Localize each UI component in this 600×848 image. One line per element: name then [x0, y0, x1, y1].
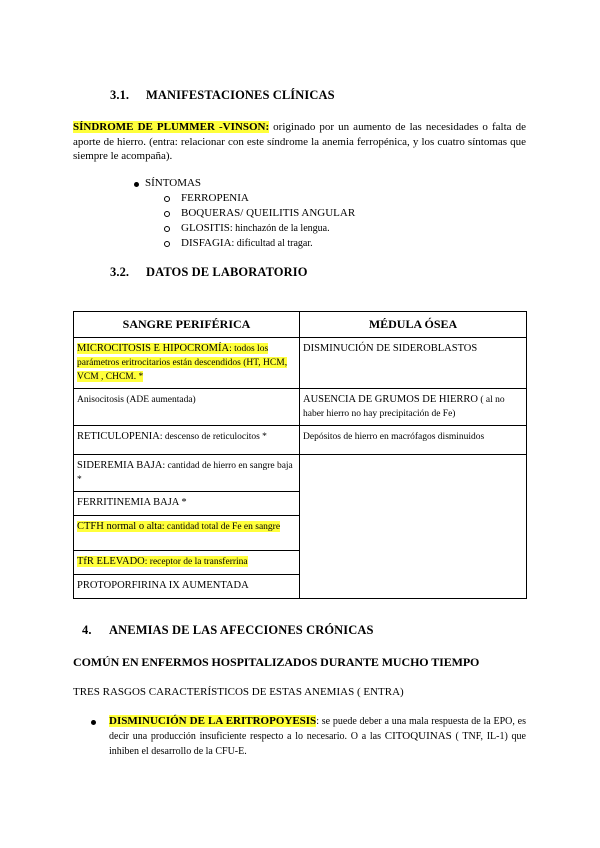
sintoma-term: BOQUERAS/ QUEILITIS ANGULAR [181, 207, 356, 219]
table-row [74, 455, 527, 492]
sintoma-item [181, 236, 313, 251]
citoquinas-text: ( TNF, IL-1) que inhiben el desarrollo de la CFU-E. [109, 731, 526, 757]
cell-term: Anisocitosis (ADE aumentada) [77, 395, 196, 405]
eritropoyesis-text: : se puede deber a una mala respuesta de la EPO, es decir una producción insuficiente respecto a lo necesario. O a las [109, 716, 527, 742]
section-number: 4. [82, 623, 92, 637]
table-cell [74, 551, 300, 575]
cell-term: CTFH normal o alta [77, 521, 162, 532]
column-header: SANGRE PERIFÉRICA [74, 312, 300, 338]
table-header-row [74, 312, 527, 338]
cell-term: AUSENCIA DE GRUMOS DE HIERRO [303, 394, 479, 405]
plummer-paragraph [73, 120, 526, 164]
table-cell [74, 389, 300, 426]
section-title: ANEMIAS DE LAS AFECCIONES CRÓNICAS [109, 623, 374, 637]
table-row [74, 426, 527, 455]
table-cell [300, 338, 527, 389]
cell-term: TfR ELEVADO [77, 556, 145, 567]
tres-rasgos-line: TRES RASGOS CARACTERÍSTICOS DE ESTAS ANEMIAS ( ENTRA) [73, 686, 404, 698]
sintoma-desc: : dificultad al tragar. [231, 238, 313, 249]
table-cell [74, 492, 300, 516]
section-number: 3.2. [110, 265, 130, 279]
table-cell [74, 338, 300, 389]
eritropoyesis-highlight: DISMINUCIÓN DE LA ERITROPOYESIS [109, 715, 317, 727]
bullet-circle [164, 211, 170, 217]
cell-desc: ( al no haber hierro no hay precipitación de Fe) [303, 395, 505, 419]
cell-desc: : todos los parámetros eritrocitarios están descendidos (HT, HCM, VCM , CHCM. * [77, 344, 288, 382]
cell-term: RETICULOPENIA [77, 431, 160, 442]
section-heading-4 [82, 623, 374, 638]
sintoma-item [181, 221, 330, 236]
laboratory-table [73, 311, 527, 599]
cell-term: DISMINUCIÓN DE SIDEROBLASTOS [303, 343, 478, 354]
plummer-text: originado por un aumento de las necesidades o falta de aporte de hierro. (entra: relacionar con este síndrome la anemia ferropénica, y los cuatro síntomas que siempre le acompaña). [73, 121, 526, 162]
cell-desc: : cantidad total de Fe en sangre [161, 522, 281, 532]
bullet-circle [164, 196, 170, 202]
table-cell [74, 426, 300, 455]
cell-term: PROTOPORFIRINA IX AUMENTADA [77, 580, 249, 591]
sintoma-term: DISFAGIA [181, 237, 232, 249]
section-title: MANIFESTACIONES CLÍNICAS [146, 88, 335, 102]
section-title: DATOS DE LABORATORIO [146, 265, 308, 279]
table-row [74, 389, 527, 426]
plummer-highlight: SÍNDROME DE PLUMMER -VINSON: [73, 121, 270, 133]
table-cell [300, 389, 527, 426]
table-cell [300, 426, 527, 455]
sintoma-item [181, 191, 249, 206]
cell-term: Depósitos de hierro en macrófagos disminuidos [303, 432, 485, 442]
sintoma-item [181, 206, 355, 221]
citoquinas-term: CITOQUINAS [384, 730, 452, 742]
table-cell [74, 516, 300, 551]
cell-term: FERRITINEMIA BAJA * [77, 497, 187, 508]
subtitle: COMÚN EN ENFERMOS HOSPITALIZADOS DURANTE MUCHO TIEMPO [73, 655, 480, 669]
section-heading-3-2 [110, 265, 308, 280]
table-cell [74, 575, 300, 599]
sintoma-desc: : hinchazón de la lengua. [229, 223, 330, 234]
bullet-dot [91, 720, 96, 725]
section-heading-3-1 [110, 88, 335, 103]
sintomas-label: SÍNTOMAS [145, 177, 202, 189]
bullet-circle [164, 241, 170, 247]
eritropoyesis-paragraph [109, 714, 526, 759]
cell-desc: : receptor de la transferrina [144, 557, 248, 567]
sintoma-term: FERROPENIA [181, 192, 249, 204]
bullet-circle [164, 226, 170, 232]
cell-term: SIDEREMIA BAJA [77, 460, 163, 471]
cell-desc: : descenso de reticulocitos * [159, 432, 267, 442]
cell-term: MICROCITOSIS E HIPOCROMÍA [77, 343, 230, 354]
column-header: MÉDULA ÓSEA [300, 312, 527, 338]
table-cell-empty [300, 455, 527, 599]
bullet-dot [134, 182, 139, 187]
section-number: 3.1. [110, 88, 130, 102]
table-row [74, 338, 527, 389]
table-cell [74, 455, 300, 492]
cell-desc: : cantidad de hierro en sangre baja * [77, 461, 293, 485]
sintoma-term: GLOSITIS [181, 222, 230, 234]
